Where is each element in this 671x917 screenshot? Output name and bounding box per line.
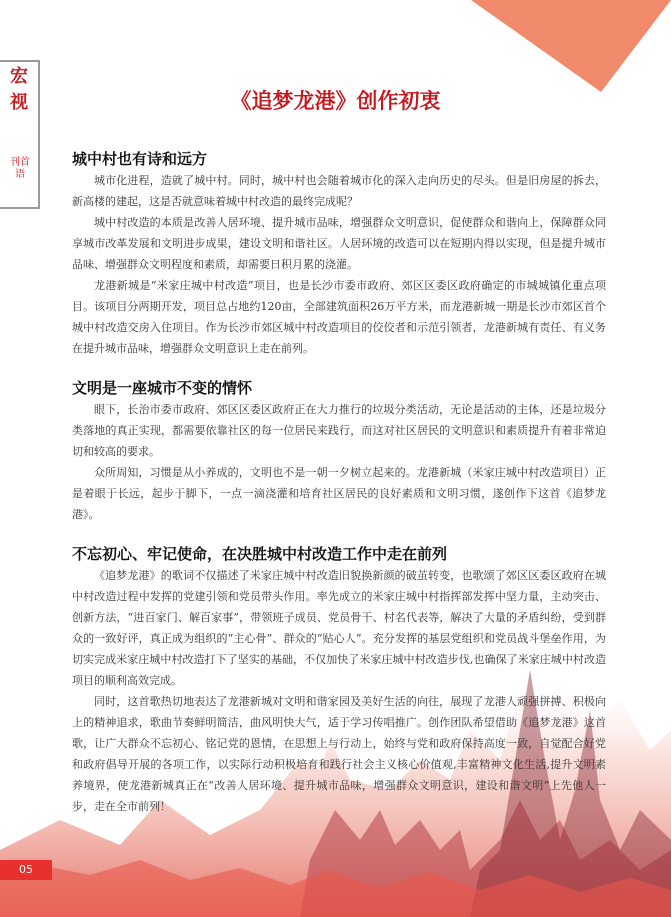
paragraph: 众所周知，习惯是从小养成的，文明也不是一朝一夕树立起来的。龙港新城（米家庄城中村改造项目）正是着眼于长远，起步于脚下，一点一滴浇灌和培育社区居民的良好素质和文明习惯，遂创作下这首《追梦龙港》。 <box>72 466 606 521</box>
section-heading: 城中村也有诗和远方 <box>72 150 208 168</box>
section-heading: 不忘初心、牢记使命，在决胜城中村改造工作中走在前列 <box>72 545 448 563</box>
sidebar-label-line1: 宏 <box>10 66 28 87</box>
page-number-badge: 05 <box>0 860 52 880</box>
paragraph: 同时，这首歌热切地表达了龙港新城对文明和谐家园及美好生活的向往，展现了龙港人顽强拼搏、积极向上的精神追求，歌曲节奏鲜明简洁，曲风明快大气，适于学习传唱推广。创作团队希望借助《追梦龙港》这首歌，让广大群众不忘初心、铭记党的恩情，在思想上与行动上，始终与党和政府保持高度一致，自觉配合好党和政府倡导开展的各项工作，以实际行动积极培育和践行社会主义核心价值观,丰富精神文化生活,提升文明素养境界，使龙港新城真正在“改善人居环境、提升城市品味，增强群众文明意识，建设和谐文明”上先他人一步，走在全市前列！ <box>72 695 606 813</box>
paragraph: 眼下，长治市委市政府、郊区区委区政府正在大力推行的垃圾分类活动，无论是活动的主体，还是垃圾分类落地的真正实现，都需要依靠社区的每一位居民来践行，而这对社区居民的文明意识和素质提升有着非常迫切和较高的要求。 <box>72 403 606 458</box>
sidebar-label-line2: 视 <box>10 92 28 113</box>
corner-triangle-decoration <box>471 0 671 92</box>
paragraph: 城中村改造的本质是改善人居环境、提升城市品味，增强群众文明意识，促使群众和谐向上，保障群众同享城市改革发展和文明进步成果，建设文明和谐社区。人居环境的改造可以在短期内得以实现，但是提升城市品味、增强群众文明程度和素质，却需要日积月累的浇灌。 <box>72 216 606 271</box>
section-heading: 文明是一座城市不变的情怀 <box>72 379 253 397</box>
sidebar-sublabel: 刊首语 <box>10 157 30 180</box>
paragraph: 《追梦龙港》的歌词不仅描述了米家庄城中村改造旧貌换新颜的破茧转变，也歌颂了郊区区委区政府在城中村改造过程中发挥的党建引领和党员带头作用。率先成立的米家庄城中村指挥部发挥中坚力量，主动突击、创新方法，“进百家门、解百家事”，带领班子成员、党员骨干、村名代表等，解决了大量的矛盾纠纷，受到群众的一致好评，真正成为组织的“主心骨”、群众的“贴心人”。充分发挥的基层党组织和党员战斗堡垒作用，为切实完成米家庄城中村改造打下了坚实的基础，不仅加快了米家庄城中村改造步伐,也确保了米家庄城中村改造项目的顺利高效完成。 <box>72 569 606 687</box>
paragraph: 龙港新城是“米家庄城中村改造”项目，也是长沙市委市政府、郊区区委区政府确定的市城城镇化重点项目。该项目分两期开发，项目总占地约120亩，全部建筑面积26万平方米，而龙港新城一期是长沙市郊区首个城中村改造交房入住项目。作为长沙市郊区城中村改造项目的佼佼者和示范引领者，龙港新城有责任、有义务在提升城市品味，增强群众文明意识上走在前列。 <box>72 279 606 355</box>
section-2 <box>72 377 606 525</box>
section-1 <box>72 148 606 359</box>
section-3 <box>72 543 606 817</box>
page-title: 《追梦龙港》创作初衷 <box>230 88 441 113</box>
paragraph: 城市化进程，造就了城中村。同时，城中村也会随着城市化的深入走向历史的尽头。但是旧房屋的拆去，新高楼的建起，这是否就意味着城中村改造的最终完成呢？ <box>72 174 606 208</box>
article-body <box>72 148 606 817</box>
